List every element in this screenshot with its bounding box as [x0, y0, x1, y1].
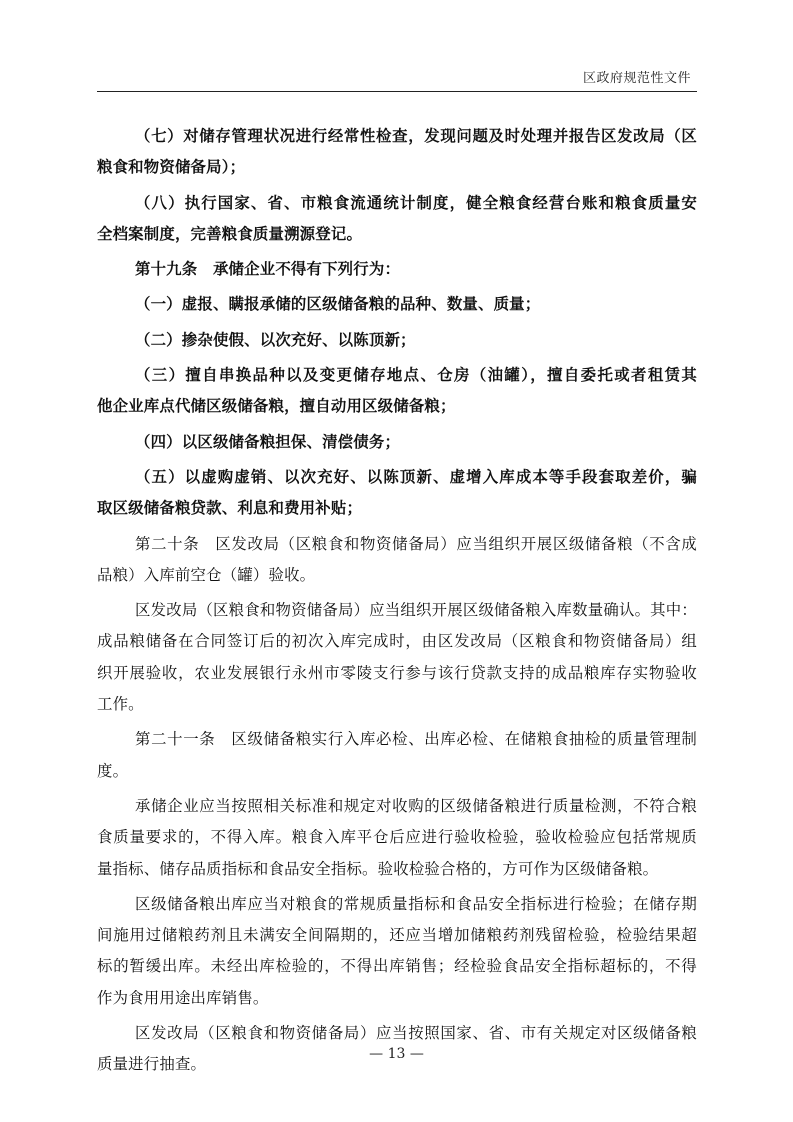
text-line: （七）对储存管理状况进行经常性检查，发现问题及时处理并报告区发改局（区 — [135, 127, 697, 145]
paragraph — [97, 529, 697, 592]
text-line: 他企业库点代储区级储备粮，擅自动用区级储备粮； — [97, 397, 456, 416]
text-line: （五）以虚购虚销、以次充好、以陈顶新、虚增入库成本等手段套取差价，骗 — [135, 467, 697, 486]
header-rule — [97, 91, 697, 92]
text-line: 区发改局（区粮食和物资储备局）应当组织开展区级储备粮入库数量确认。其中： — [135, 601, 697, 620]
text-line: （四）以区级储备粮担保、清偿债务； — [135, 432, 401, 451]
text-line: 成品粮储备在合同签订后的初次入库完成时，由区发改局（区粮食和物资储备局）组 — [97, 632, 697, 651]
text-line: 第二十一条 区级储备粮实行入库必检、出库必检、在储粮食抽检的质量管理制 — [135, 730, 697, 749]
text-line: 质量进行抽查。 — [97, 1055, 207, 1074]
paragraph — [97, 121, 697, 184]
text-line: （八）执行国家、省、市粮食流通统计制度，健全粮食经营台账和粮食质量安 — [135, 193, 697, 212]
text-line: 作为食用用途出库销售。 — [97, 988, 269, 1007]
paragraph — [97, 289, 697, 320]
paragraph — [97, 325, 697, 356]
paragraph — [97, 188, 697, 251]
paragraph — [97, 791, 697, 885]
text-line: 区发改局（区粮食和物资储备局）应当按照国家、省、市有关规定对区级储备粮 — [135, 1024, 697, 1043]
text-line: 标的暂缓出库。未经出库检验的，不得出库销售；经检验食品安全指标超标的，不得 — [97, 957, 697, 976]
text-line: 工作。 — [97, 695, 144, 714]
text-line: （三）擅自串换品种以及变更储存地点、仓房（油罐），擅自委托或者租赁其 — [135, 366, 697, 385]
paragraph — [97, 889, 697, 1014]
text-line: 粮食和物资储备局）； — [97, 158, 246, 177]
text-line: 第二十条 区发改局（区粮食和物资储备局）应当组织开展区级储备粮（不含成 — [135, 534, 697, 553]
paragraph — [97, 254, 697, 285]
text-line: 第十九条 承储企业不得有下列行为： — [135, 260, 401, 279]
text-line: 度。 — [97, 761, 129, 780]
text-line: 取区级储备粮贷款、利息和费用补贴； — [97, 499, 363, 518]
page-number: — 13 — — [369, 1046, 424, 1062]
paragraph — [97, 427, 697, 458]
page-header-label: 区政府规范性文件 — [582, 71, 691, 86]
text-line: 承储企业应当按照相关标准和规定对收购的区级储备粮进行质量检测，不符合粮 — [135, 796, 697, 815]
text-line: （一）虚报、瞒报承储的区级储备粮的品种、数量、质量； — [135, 295, 541, 314]
text-line: 间施用过储粮药剂且未满安全间隔期的，还应当增加储粮药剂残留检验，检验结果超 — [97, 926, 697, 945]
paragraph — [97, 360, 697, 423]
text-line: 品粮）入库前空仓（罐）验收。 — [97, 565, 316, 584]
text-line: 区级储备粮出库应当对粮食的常规质量指标和食品安全指标进行检验；在储存期 — [135, 894, 697, 913]
text-line: 量指标、储存品质指标和食品安全指标。验收检验合格的，方可作为区级储备粮。 — [97, 859, 659, 878]
text-line: 全档案制度，完善粮食质量溯源登记。 — [97, 224, 363, 243]
text-line: 织开展验收，农业发展银行永州市零陵支行参与该行贷款支持的成品粮库存实物验收 — [97, 663, 697, 682]
text-line: 食质量要求的，不得入库。粮食入库平仓后应进行验收检验，验收检验应包括常规质 — [97, 828, 697, 847]
paragraph — [97, 595, 697, 720]
text-line: （二）掺杂使假、以次充好、以陈顶新； — [135, 330, 416, 349]
paragraph — [97, 462, 697, 525]
document-body — [97, 121, 697, 1081]
paragraph — [97, 724, 697, 787]
